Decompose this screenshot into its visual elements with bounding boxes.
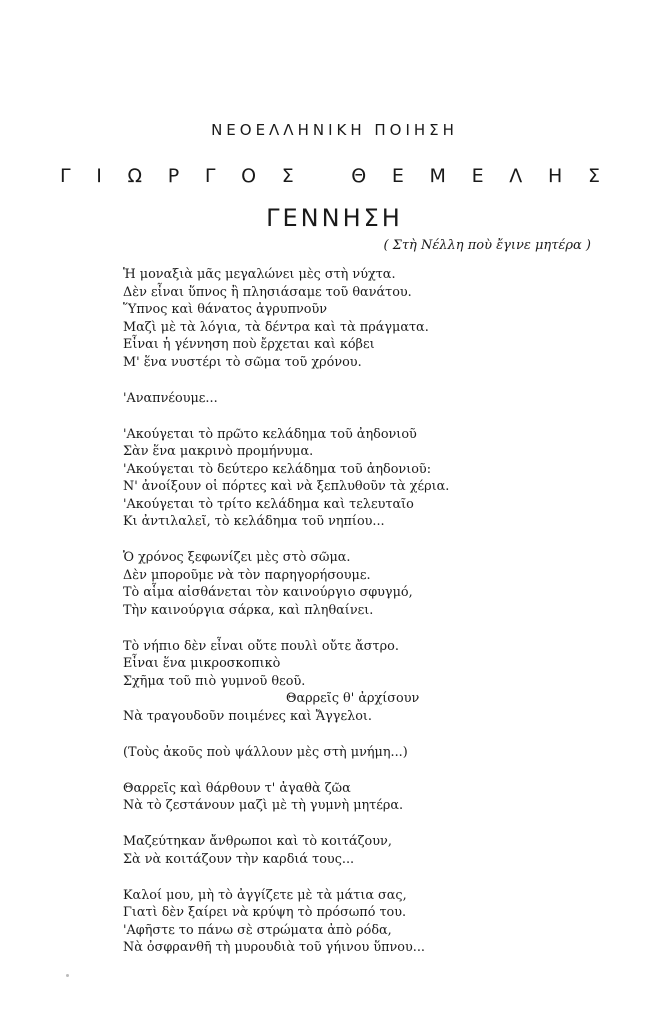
poem-line: Νὰ τραγουδοῦν ποιμένες καὶ Ἄγγελοι. — [123, 708, 372, 724]
poem-line: 'Ακούγεται τὸ δεύτερο κελάδημα τοῦ ἀηδονιοῦ: — [123, 461, 432, 477]
poem-line: Μαζὶ μὲ τὰ λόγια, τὰ δέντρα καὶ τὰ πράγματα. — [123, 319, 429, 335]
stanza — [123, 390, 543, 408]
poem-line: Ὕπνος καὶ θάνατος ἀγρυπνοῦν — [123, 302, 328, 317]
author-letter: Σ — [281, 165, 294, 187]
poem-line: Τὸ νήπιο δὲν εἶναι οὔτε πουλὶ οὔτε ἄστρο. — [123, 638, 399, 654]
poem-line: Γιατὶ δὲν ξαίρει νὰ κρύψη τὸ πρόσωπό του. — [123, 905, 407, 920]
poem-line: Νὰ τὸ ζεστάνουν μαζὶ μὲ τὴ γυμνὴ μητέρα. — [123, 798, 404, 813]
stanza — [123, 638, 543, 726]
author-letter: Σ — [587, 165, 600, 187]
author-letter — [319, 165, 325, 187]
author-letter: Ε — [391, 165, 404, 187]
author-letter: Ρ — [167, 165, 180, 187]
author-letter: Ω — [127, 165, 143, 187]
poem-line: Τὸ αἷμα αἰσθάνεται τὸν καινούργιο σφυγμό, — [123, 585, 413, 600]
poem-line: Καλοί μου, μὴ τὸ ἀγγίζετε μὲ τὰ μάτια σας, — [123, 887, 407, 903]
author-letter: Γ — [204, 165, 216, 187]
poem-line: Σὰν ἕνα μακρινὸ προμήνυμα. — [123, 444, 314, 459]
poem-line: Ν' ἀνοίξουν οἱ πόρτες καὶ νὰ ξεπλυθοῦν τὰ χέρια. — [123, 479, 450, 494]
author-letter: Θ — [351, 165, 367, 187]
poem-line: Θαρρεῖς θ' ἀρχίσουν — [286, 691, 420, 706]
stanza — [123, 744, 543, 762]
author-letter: Ο — [241, 165, 257, 187]
poem-line: Δὲν εἶναι ὕπνος ἢ πλησιάσαμε τοῦ θανάτου. — [123, 284, 412, 300]
author-letter: Η — [547, 165, 563, 187]
author-letter: Γ — [60, 165, 71, 187]
poem-line: 'Ακούγεται τὸ πρῶτο κελάδημα τοῦ ἀηδονιοῦ — [123, 426, 417, 442]
stanza — [123, 780, 543, 815]
stanza — [123, 549, 543, 619]
poem-line: Μ' ἕνα νυστέρι τὸ σῶμα τοῦ χρόνου. — [123, 354, 362, 370]
stanza — [123, 426, 543, 531]
poem-line: Ὁ χρόνος ξεφωνίζει μὲς στὸ σῶμα. — [123, 550, 351, 565]
stanza — [123, 833, 543, 868]
author-letter: Ε — [471, 165, 484, 187]
section-header: ΝΕΟΕΛΛΗΝΙΚΗ ΠΟΙΗΣΗ — [211, 121, 458, 139]
poem-line: Θαρρεῖς καὶ θάρθουν τ' ἀγαθὰ ζῶα — [123, 780, 351, 796]
poem-line: Δὲν μποροῦμε νὰ τὸν παρηγορήσουμε. — [123, 567, 371, 583]
poem-line: Κι ἀντιλαλεῖ, τὸ κελάδημα τοῦ νηπίου... — [123, 514, 385, 529]
poem-line: Εἶναι ἡ γέννηση ποὺ ἔρχεται καὶ κόβει — [123, 337, 375, 352]
poem-line: Σὰ νὰ κοιτάζουν τὴν καρδιά τους... — [123, 851, 355, 867]
author-letter: Μ — [429, 165, 446, 187]
dedication: ( Στὴ Νέλλη ποὺ ἔγινε μητέρα ) — [383, 238, 591, 253]
poem-line: Τὴν καινούργια σάρκα, καὶ πληθαίνει. — [123, 602, 374, 618]
poem-line: 'Αναπνέουμε... — [123, 390, 218, 406]
author-letter: Λ — [509, 165, 523, 187]
poem-line: 'Αφῆστε το πάνω σὲ στρώματα ἀπὸ ρόδα, — [123, 922, 392, 938]
poem-line: Σχῆμα τοῦ πιὸ γυμνοῦ θεοῦ. — [123, 673, 306, 689]
author-letter: Ι — [96, 165, 102, 187]
poem-line: 'Ακούγεται τὸ τρίτο κελάδημα καὶ τελευταῖο — [123, 496, 414, 512]
paper-speck — [66, 974, 69, 977]
poem-line: Εἶναι ἕνα μικροσκοπικὸ — [123, 656, 281, 671]
author-name — [60, 165, 600, 187]
poem-body — [123, 266, 543, 975]
poem-line: Μαζεύτηκαν ἄνθρωποι καὶ τὸ κοιτάζουν, — [123, 834, 392, 849]
poem-line: Ἡ μοναξιὰ μᾶς μεγαλώνει μὲς στὴ νύχτα. — [123, 267, 396, 282]
poem-title: ΓΕΝΝΗΣΗ — [266, 204, 403, 232]
poem-line: Νὰ ὀσφρανθῆ τὴ μυρουδιὰ τοῦ γήινου ὕπνου... — [123, 940, 425, 955]
poem-line: (Τοὺς ἀκοῦς ποὺ ψάλλουν μὲς στὴ μνήμη...) — [123, 744, 408, 760]
stanza — [123, 887, 543, 957]
stanza — [123, 266, 543, 371]
